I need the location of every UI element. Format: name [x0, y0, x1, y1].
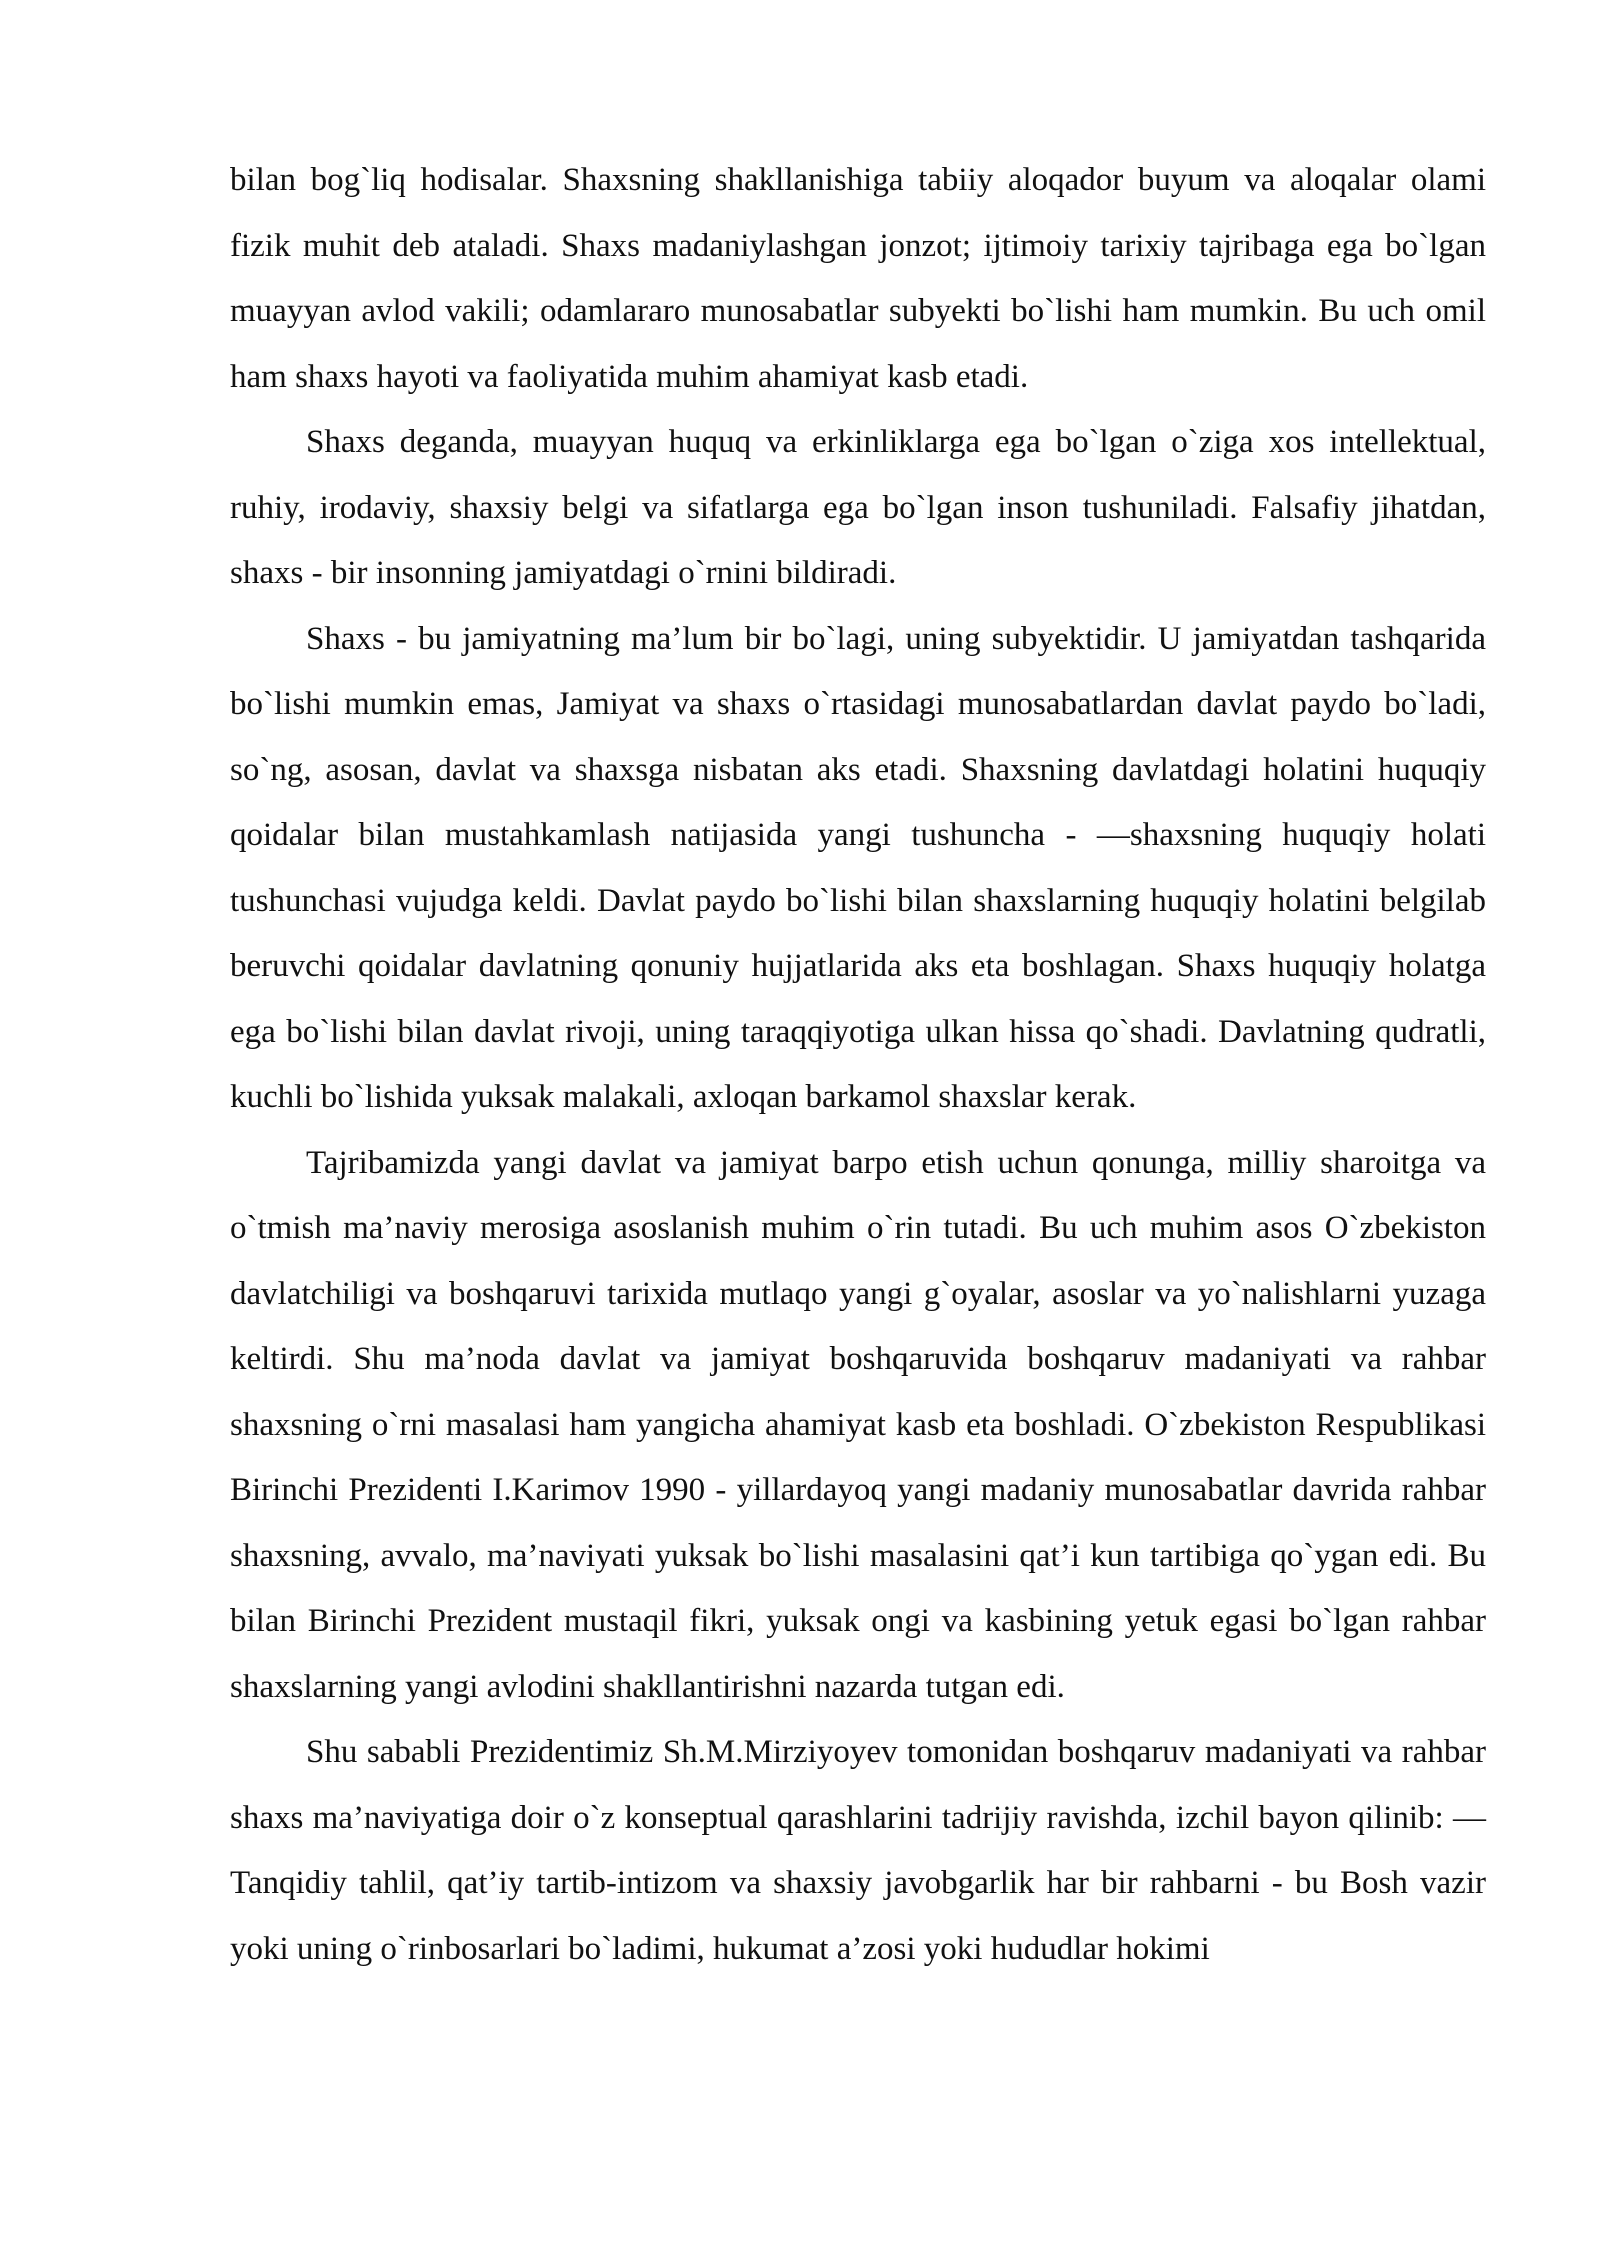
paragraph-2: Shaxs deganda, muayyan huquq va erkinliklarga ega bo`lgan o`ziga xos intellektual, ruhiy, irodaviy, shaxsiy belgi va sifatlarga ega bo`lgan inson tushuniladi. Falsafiy jihatdan, shaxs - bir insonning jamiyatdagi o`rnini bildiradi. [230, 424, 1486, 591]
paragraph-5: Shu sababli Prezidentimiz Sh.M.Mirziyoyev tomonidan boshqaruv madaniyati va rahbar shaxs ma’naviyatiga doir o`z konseptual qarashlarini tadrijiy ravishda, izchil bayon qilinib: ― Tanqidiy tahlil, qat’iy tartib-intizom va shaxsiy javobgarlik har bir rahbarni - bu Bosh vazir yoki uning o`rinbosarlari bo`ladimi, hukumat a’zosi yoki hududlar hokimi [230, 1734, 1486, 1967]
paragraph-1: bilan bog`liq hodisalar. Shaxsning shakllanishiga tabiiy aloqador buyum va aloqalar olami fizik muhit deb ataladi. Shaxs madaniylashgan jonzot; ijtimoiy tarixiy tajribaga ega bo`lgan muayyan avlod vakili; odamlararo munosabatlar subyekti bo`lishi ham mumkin. Bu uch omil ham shaxs hayoti va faoliyatida muhim ahamiyat kasb etadi. [230, 162, 1486, 395]
paragraph-3: Shaxs - bu jamiyatning ma’lum bir bo`lagi, uning subyektidir. U jamiyatdan tashqarida bo`lishi mumkin emas, Jamiyat va shaxs o`rtasidagi munosabatlardan davlat paydo bo`ladi, so`ng, asosan, davlat va shaxsga nisbatan aks etadi. Shaxsning davlatdagi holatini huquqiy qoidalar bilan mustahkamlash natijasida yangi tushuncha - ―shaxsning huquqiy holati tushunchasi vujudga keldi. Davlat paydo bo`lishi bilan shaxslarning huquqiy holatini belgilab beruvchi qoidalar davlatning qonuniy hujjatlarida aks eta boshlagan. Shaxs huquqiy holatga ega bo`lishi bilan davlat rivoji, uning taraqqiyotiga ulkan hissa qo`shadi. Davlatning qudratli, kuchli bo`lishida yuksak malakali, axloqan barkamol shaxslar kerak. [230, 620, 1486, 1115]
document-body [230, 148, 1486, 1982]
paragraph-4: Tajribamizda yangi davlat va jamiyat barpo etish uchun qonunga, milliy sharoitga va o`tmish ma’naviy merosiga asoslanish muhim o`rin tutadi. Bu uch muhim asos O`zbekiston davlatchiligi va boshqaruvi tarixida mutlaqo yangi g`oyalar, asoslar va yo`nalishlarni yuzaga keltirdi. Shu ma’noda davlat va jamiyat boshqaruvida boshqaruv madaniyati va rahbar shaxsning o`rni masalasi ham yangicha ahamiyat kasb eta boshladi. O`zbekiston Respublikasi Birinchi Prezidenti I.Karimov 1990 - yillardayoq yangi madaniy munosabatlar davrida rahbar shaxsning, avvalo, ma’naviyati yuksak bo`lishi masalasini qat’i kun tartibiga qo`ygan edi. Bu bilan Birinchi Prezident mustaqil fikri, yuksak ongi va kasbining yetuk egasi bo`lgan rahbar shaxslarning yangi avlodini shakllantirishni nazarda tutgan edi. [230, 1144, 1486, 1705]
